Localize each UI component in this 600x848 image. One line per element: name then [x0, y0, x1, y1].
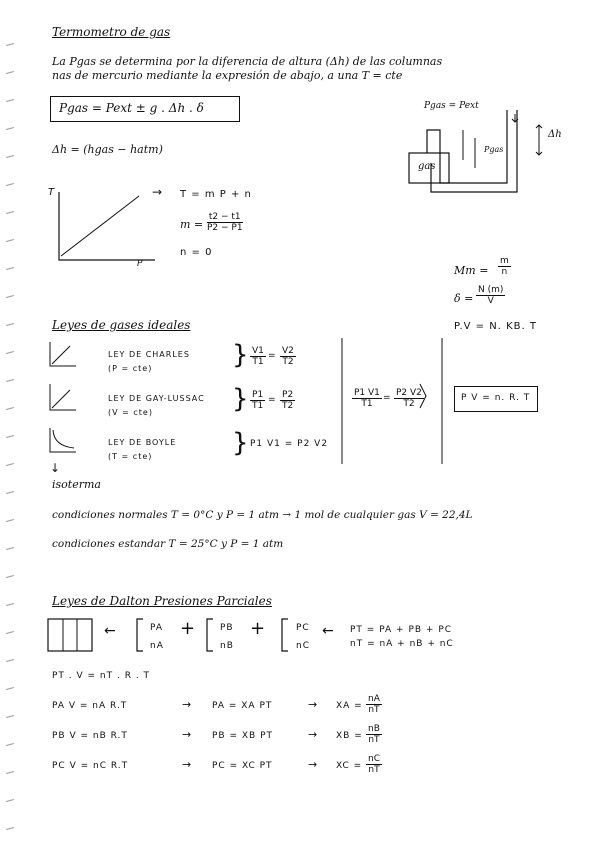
pc-label: PC — [296, 623, 310, 633]
plus-1: + — [180, 618, 196, 639]
t-axis-label: T — [48, 187, 55, 198]
total-moles-sum: nT = nA + nB + nC — [350, 639, 454, 649]
row-mid: PA = XA PT — [212, 701, 273, 711]
nb-label: nB — [220, 641, 234, 651]
row-mid: PC = XC PT — [212, 761, 273, 771]
pgas-formula: Pgas = Pext ± g . Δh . δ — [59, 101, 204, 115]
pgas-formula-box — [50, 96, 240, 122]
gas-label: gas — [418, 161, 436, 172]
slope-fraction — [205, 212, 245, 233]
law-name: LEY DE BOYLE — [108, 438, 177, 447]
row-arrow: → — [308, 758, 318, 771]
frac-den: nT — [368, 735, 380, 745]
law-cond: (T = cte) — [108, 452, 153, 461]
delta-h-label: Δh — [548, 129, 562, 140]
pb-label: PB — [220, 623, 234, 633]
equals: = — [268, 395, 276, 405]
ideal-gas-equation: P V = n. R. T — [461, 393, 531, 403]
law-graph-icons — [48, 340, 78, 460]
slope-label: m = — [180, 218, 204, 231]
molar-mass-fraction — [498, 256, 511, 277]
row-frac — [366, 694, 382, 715]
row-arrow: → — [182, 698, 192, 711]
row-arrow: → — [308, 698, 318, 711]
slope-num: t2 − t1 — [208, 212, 241, 222]
frac-num: V2 — [282, 346, 294, 356]
diagram-top-label: Pgas = Pext — [424, 101, 479, 111]
row-left: PC V = nC R.T — [52, 761, 129, 771]
row-arrow: → — [308, 728, 318, 741]
law-cond: (V = cte) — [108, 408, 153, 417]
charles-right-frac — [280, 346, 296, 367]
left-arrow-2: ← — [322, 623, 334, 639]
dalton-title: Leyes de Dalton Presiones Parciales — [52, 594, 272, 608]
page-title: Termometro de gas — [52, 25, 171, 39]
row-x: XC = — [336, 761, 363, 771]
frac-den: T2 — [282, 357, 294, 367]
frac-den: T1 — [252, 357, 264, 367]
density-fraction — [476, 285, 505, 306]
equals: = — [383, 393, 391, 403]
density-num: N (m) — [478, 285, 504, 295]
equals: = — [268, 351, 276, 361]
brace: } — [232, 384, 249, 414]
total-container-icon — [47, 618, 97, 654]
ideal-gas-title: Leyes de gases ideales — [52, 318, 191, 332]
ideal-gas-box — [454, 386, 538, 412]
density-label: δ = — [454, 292, 474, 305]
row-mid: PB = XB PT — [212, 731, 273, 741]
molar-mass-label: Mm = — [454, 264, 489, 277]
container-a-icon — [135, 618, 145, 654]
charles-left-frac — [250, 346, 266, 367]
frac-num: nA — [368, 694, 380, 704]
intro-line-1: La Pgas se determina por la diferencia de altura (Δh) de las columnas — [52, 55, 443, 68]
down-arrow-icon: ↓ — [50, 461, 61, 475]
container-c-icon — [280, 618, 290, 654]
intro-line-2: nas de mercurio mediante la expresión de abajo, a una T = cte — [52, 69, 403, 82]
normal-conditions: condiciones normales T = 0°C y P = 1 atm → 1 mol de cualquier gas V = 22,4L — [52, 509, 473, 521]
graph-axes — [55, 190, 165, 270]
brace: } — [232, 428, 249, 458]
row-left: PB V = nB R.T — [52, 731, 128, 741]
delta-h-formula: Δh = (hgas − hatm) — [52, 143, 163, 156]
law-cond: (P = cte) — [108, 364, 153, 373]
combined-left-frac — [352, 388, 382, 409]
pgas-arrow-label: Pgas — [484, 145, 504, 154]
p-axis-label: P — [137, 259, 143, 269]
row-frac — [366, 754, 382, 775]
frac-den: nT — [368, 705, 380, 715]
row-x: XB = — [336, 731, 363, 741]
row-arrow: → — [182, 728, 192, 741]
combined-right-frac — [394, 388, 424, 409]
density-den: V — [487, 296, 494, 306]
frac-den: T1 — [361, 399, 373, 409]
frac-den: T1 — [252, 401, 264, 411]
frac-num: P1 V1 — [354, 388, 380, 398]
manometer-drawing — [405, 108, 555, 208]
row-x: XA = — [336, 701, 363, 711]
slope-den: P2 − P1 — [207, 223, 243, 233]
standard-conditions: condiciones estandar T = 25°C y P = 1 atm — [52, 538, 284, 550]
isoterma-label: isoterma — [52, 478, 101, 491]
mm-den: n — [501, 267, 508, 277]
intercept-eq: n = 0 — [180, 247, 213, 258]
total-pressure-sum: PT = PA + PB + PC — [350, 625, 453, 635]
graph-arrow: → — [152, 185, 163, 199]
frac-den: T2 — [403, 399, 415, 409]
frac-num: nB — [368, 724, 380, 734]
frac-num: nC — [368, 754, 380, 764]
gl-left-frac — [250, 390, 265, 411]
nc-label: nC — [296, 641, 310, 651]
pa-label: PA — [150, 623, 164, 633]
frac-den: T2 — [282, 401, 294, 411]
row-arrow: → — [182, 758, 192, 771]
frac-num: P2 — [282, 390, 294, 400]
law-name: LEY DE GAY-LUSSAC — [108, 394, 205, 403]
law-name: LEY DE CHARLES — [108, 350, 190, 359]
frac-num: V1 — [252, 346, 264, 356]
left-arrow-1: ← — [104, 623, 116, 639]
gl-right-frac — [280, 390, 295, 411]
plus-2: + — [250, 618, 266, 639]
total-pv-eq: PT . V = nT . R . T — [52, 671, 151, 681]
boyle-eq: P1 V1 = P2 V2 — [250, 439, 329, 449]
row-left: PA V = nA R.T — [52, 701, 128, 711]
na-label: nA — [150, 641, 164, 651]
brace: } — [232, 340, 249, 370]
frac-den: nT — [368, 765, 380, 775]
container-b-icon — [205, 618, 215, 654]
pv-boltzmann-eq: P.V = N. KB. T — [454, 321, 537, 332]
row-frac — [366, 724, 382, 745]
linear-equation: T = m P + n — [180, 189, 252, 200]
mm-num: m — [500, 256, 509, 266]
frac-num: P2 V2 — [396, 388, 422, 398]
frac-num: P1 — [252, 390, 264, 400]
